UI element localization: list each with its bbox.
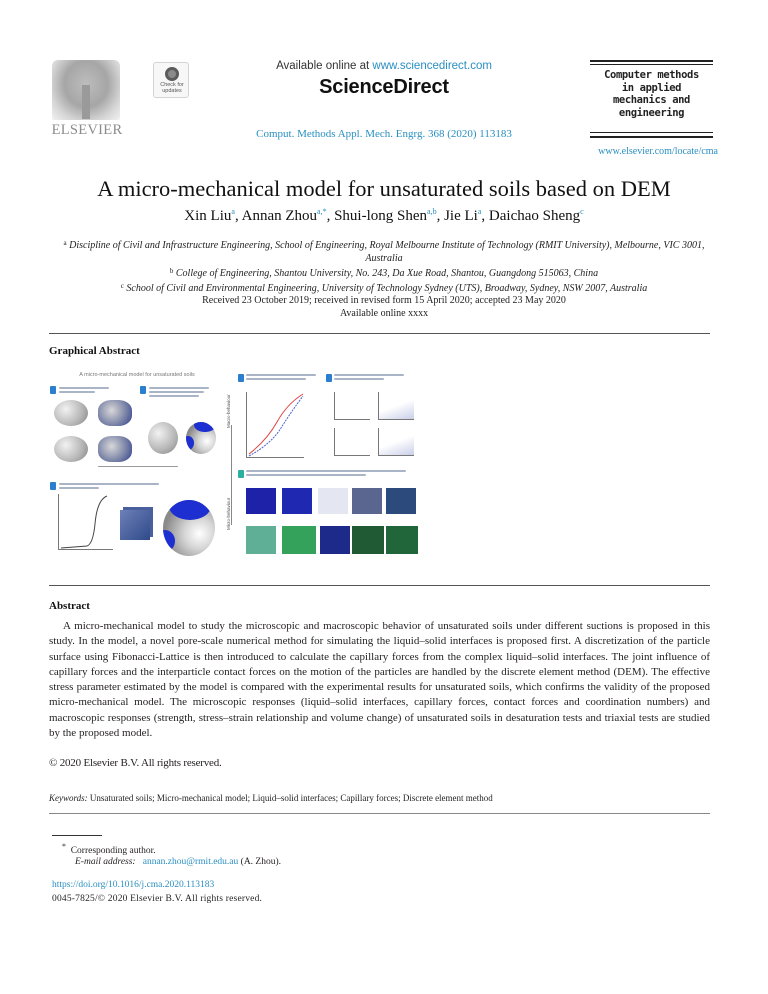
footnote-rule (52, 835, 102, 836)
cma-bottom-rule (590, 136, 713, 138)
cma-top-rule (590, 60, 713, 62)
ga-figure-title: A micro-mechanical model for unsaturated soils (79, 372, 195, 378)
author-name[interactable]: Shui-long Shen (334, 208, 428, 224)
ga-caption-line (59, 483, 159, 485)
ga-micro-label: Micro-behaviour (226, 497, 231, 530)
micro-cube-blue (282, 488, 312, 514)
ga-caption-line (59, 387, 109, 389)
abstract-body: A micro-mechanical model to study the microscopic and macroscopic behavior of unsaturated soils under different suctions is proposed in this study. In the model, a novel pore-scale numerical method for simulating the liquid–solid interfaces is proposed first. A discretization of the particle surface using Fibonacci-Lattice is then introduced to calculate the capillary forces from the complex liquid–solid interfaces. The joint influence of capillary forces and the interparticle contact forces on the motion of the particles are handled by the discrete element method (DEM). The effective stress parameter estimated by the model is compared with the experimental results for unsaturated soils, which confirms the validity of the proposed micro-mechanical model. The microscopic responses (liquid–solid interfaces, capillary forces, contact forces and coordination numbers) and macroscopic responses (strength, stress–strain relationship and volume change) of unsaturated soils in desaturation tests and triaxial tests are studied by the proposed model. (49, 620, 710, 740)
keywords (49, 793, 493, 803)
affiliation-b: $^b$ College of Engineering, Shantou University, No. 243, Da Xue Road, Shantou, Guangdong 515063, China (169, 267, 599, 279)
journal-homepage-link[interactable]: www.elsevier.com/locate/cma (598, 146, 718, 157)
cma-bottom-rule-thin (590, 132, 713, 133)
ga-caption-line (149, 387, 209, 389)
journal-cover-logo[interactable] (590, 60, 713, 138)
particle-cluster-grey (54, 400, 88, 426)
ga-bracket (98, 466, 178, 467)
affiliations (60, 237, 708, 295)
ga-caption-line (246, 470, 406, 472)
ga-caption-line (334, 374, 404, 376)
ga-caption-line (149, 395, 199, 397)
graphical-abstract-heading: Graphical Abstract (49, 345, 140, 357)
macro-plot (378, 428, 414, 456)
ga-caption-line (59, 391, 95, 393)
keywords-text: Unsaturated soils; Micro-mechanical model; Liquid–solid interfaces; Capillary forces; Discrete element method (87, 793, 493, 803)
doi-link[interactable]: https://doi.org/10.1016/j.cma.2020.113183 (52, 880, 215, 890)
ga-step-badge-icon (238, 470, 244, 478)
effective-stress-plot (246, 392, 304, 458)
email-suffix: (A. Zhou). (238, 857, 282, 867)
email-label: E-mail address: (75, 857, 136, 867)
ga-caption-line (246, 374, 316, 376)
macro-plot (378, 392, 414, 420)
keywords-label: Keywords: (49, 793, 88, 803)
author-affil-marker[interactable]: a,b (427, 207, 437, 216)
author-name[interactable]: Jie Li (444, 208, 478, 224)
divider (49, 333, 710, 334)
divider (49, 813, 710, 814)
author-name[interactable]: Daichao Sheng (488, 208, 581, 224)
abstract-heading: Abstract (49, 600, 90, 612)
article-header (0, 0, 768, 165)
wetted-particle (186, 422, 216, 454)
elsevier-wordmark: ELSEVIER (51, 122, 123, 138)
ga-separator (231, 425, 232, 525)
ga-macro-label: Macro-behaviour (226, 394, 231, 428)
particle-assembly-cube (120, 510, 150, 540)
micro-cube-light (318, 488, 348, 514)
email-link[interactable]: annan.zhou@rmit.edu.au (142, 857, 239, 867)
graphical-abstract-figure[interactable] (48, 370, 423, 566)
available-online-prefix: Available online at (276, 60, 373, 72)
ga-step-badge-icon (140, 386, 146, 394)
received-dates: Received 23 October 2019; received in revised form 15 April 2020; accepted 23 May 2020 (202, 295, 566, 306)
cma-logo-text: Computer methods in applied mechanics and engineering (604, 69, 699, 119)
check-updates-line2: updates (162, 88, 182, 94)
author-affil-marker[interactable]: a,* (317, 207, 327, 216)
micro-cube-grey (352, 488, 382, 514)
particle-cluster-wet (98, 436, 132, 462)
author-name[interactable]: Annan Zhou (241, 208, 318, 224)
micro-cube-teal (246, 526, 276, 554)
macro-plot (334, 392, 370, 420)
sciencedirect-brand: ScienceDirect (319, 76, 449, 98)
swcc-plot (58, 494, 113, 550)
ga-step-badge-icon (50, 482, 56, 490)
micro-cube-navy (386, 488, 416, 514)
swcc-curve-icon (59, 494, 114, 550)
abstract-copyright: © 2020 Elsevier B.V. All rights reserved. (49, 757, 222, 769)
footnote-marker: * (62, 842, 66, 851)
author-affil-marker[interactable]: a (477, 207, 482, 216)
sciencedirect-link[interactable]: www.sciencedirect.com (372, 60, 492, 72)
ga-caption-line (59, 487, 99, 489)
author-name[interactable]: Xin Liu (184, 208, 232, 224)
divider (49, 585, 710, 586)
micro-cube-green (282, 526, 316, 554)
micro-cube-darkgreen (352, 526, 384, 554)
macro-plot (334, 428, 370, 456)
particle-cluster-grey (54, 436, 88, 462)
ga-step-badge-icon (326, 374, 332, 382)
ga-step-badge-icon (238, 374, 244, 382)
ga-caption-line (334, 378, 384, 380)
ga-caption-line (246, 474, 366, 476)
ga-caption-line (246, 378, 306, 380)
ga-caption-line (149, 391, 204, 393)
author-affil-marker[interactable]: c (580, 207, 584, 216)
email-note (75, 857, 281, 867)
ga-step-badge-icon (50, 386, 56, 394)
available-online-date: Available online xxxx (339, 308, 429, 319)
affiliation-a: $^a$ Discipline of Civil and Infrastructure Engineering, School of Engineering, Royal Melbourne Institute of Technology (RMIT University), Melbourne, VIC 3001, Australia (63, 239, 705, 264)
corresponding-author-note: * Corresponding author. (62, 842, 156, 857)
cma-top-rule-thin (590, 64, 713, 65)
article-history (0, 294, 768, 320)
affiliation-c: $^c$ School of Civil and Environmental Engineering, University of Technology Sydney (UTS), Broadway, Sydney, NSW 2007, Australia (120, 282, 648, 294)
micro-cube-blue (246, 488, 276, 514)
micro-cube-darkgreen (386, 526, 418, 554)
particle-cluster-wet (98, 400, 132, 426)
author-list: Xin Liu$^a$, Annan Zhou$^{a,*}$, Shui-long Shen$^{a,b}$, Jie Li$^a$, Daichao Sheng$^c$ (184, 207, 584, 224)
journal-reference-link[interactable]: Comput. Methods Appl. Mech. Engrg. 368 (2020) 113183 (256, 128, 512, 140)
effective-stress-curves-icon (247, 392, 305, 458)
article-title: A micro-mechanical model for unsaturated soils based on DEM (97, 176, 671, 201)
check-updates-line1: Check for (160, 82, 184, 88)
capillary-force-particle (163, 500, 215, 556)
micro-cube-navy (320, 526, 350, 554)
issn-copyright: 0045-7825/© 2020 Elsevier B.V. All rights reserved. (52, 894, 263, 904)
author-affil-marker[interactable]: a (231, 207, 235, 216)
meniscus-particle (148, 422, 178, 454)
